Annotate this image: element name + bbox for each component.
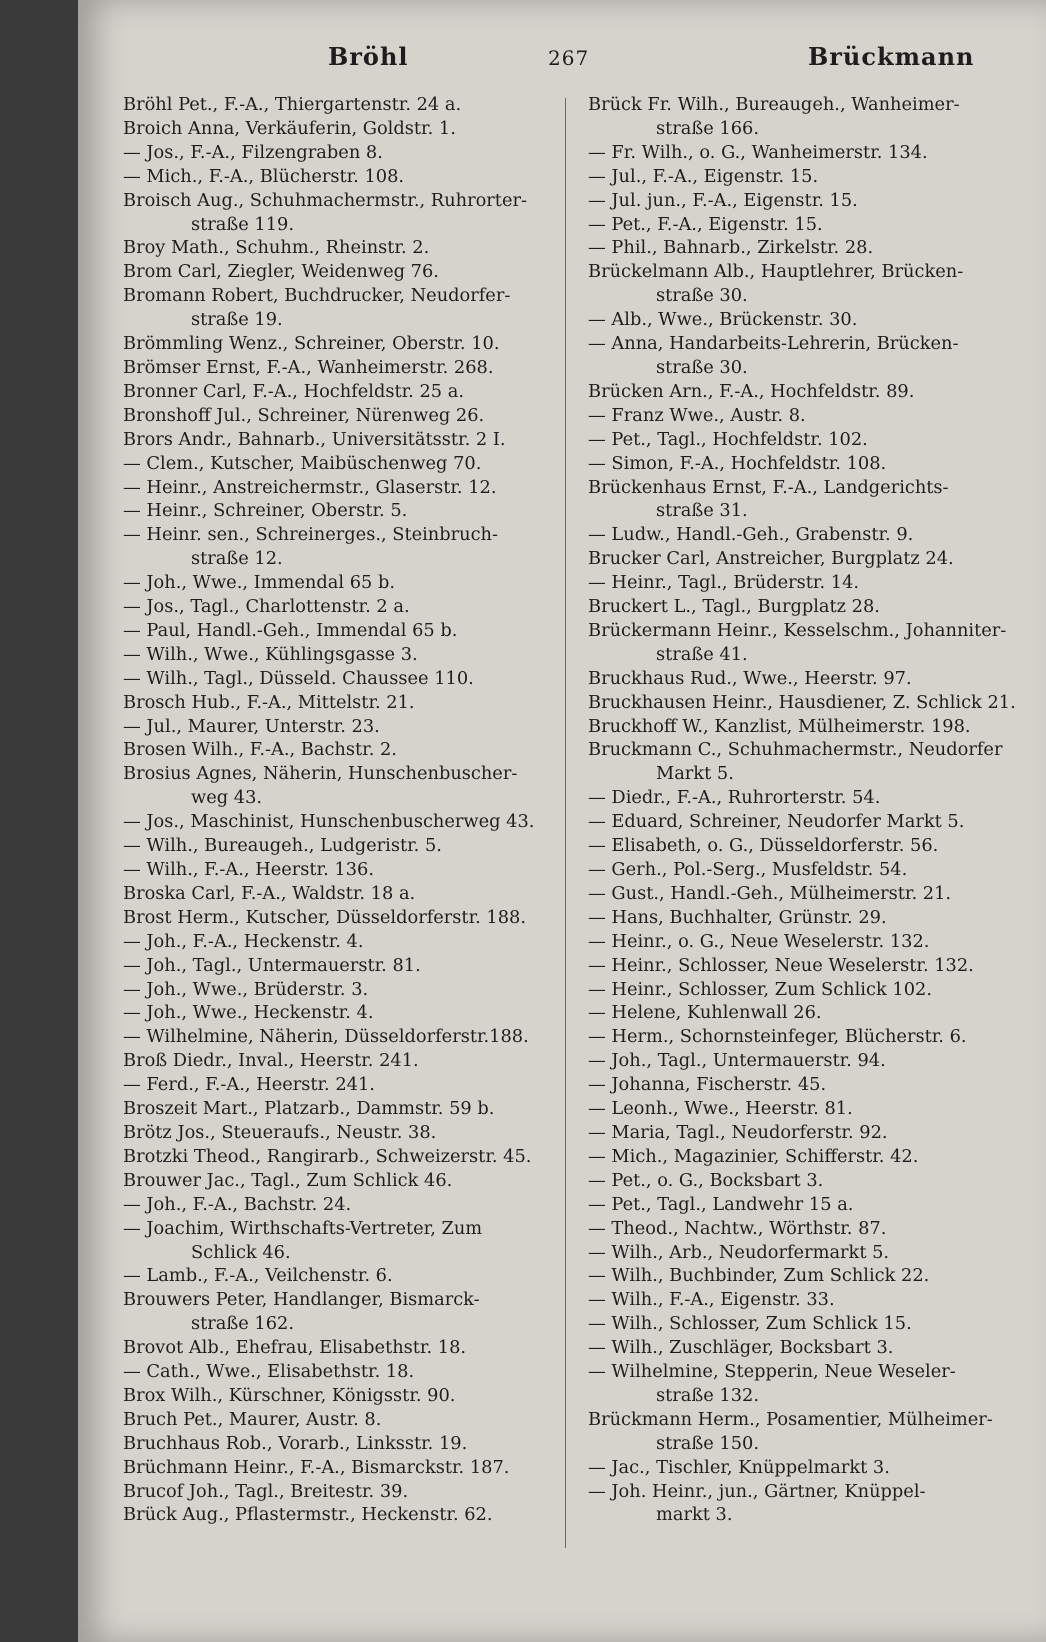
directory-entry-line: — Joh., Tagl., Untermauerstr. 94. [588,1050,886,1072]
directory-entry-line: Brömser Ernst, F.-A., Wanheimerstr. 268. [123,356,494,378]
directory-entry-line: Brüchmann Heinr., F.-A., Bismarckstr. 187. [123,1456,510,1478]
directory-entry-line: — Herm., Schornsteinfeger, Blücherstr. 6. [588,1026,967,1048]
directory-entry-line: Brost Herm., Kutscher, Düsseldorferstr. 188. [123,906,527,928]
directory-entry-line: — Heinr., o. G., Neue Weselerstr. 132. [588,930,930,952]
left-column [123,93,555,1527]
directory-entry-line: — Wilh., F.-A., Eigenstr. 33. [588,1289,835,1311]
directory-entry-line: Brors Andr., Bahnarb., Universitätsstr. 2 I. [123,428,506,450]
directory-entry-line: — Joh., Wwe., Immendal 65 b. [123,572,396,594]
directory-entry-line: Brouwers Peter, Handlanger, Bismarck- [123,1289,480,1311]
directory-entry-line: Brotzki Theod., Rangirarb., Schweizerstr. 45. [123,1145,532,1167]
directory-entry-line: Bruckhoff W., Kanzlist, Mülheimerstr. 198. [588,715,971,737]
directory-entry-line: — Joh., F.-A., Bachstr. 24. [123,1193,352,1215]
right-column [588,93,1020,1527]
directory-entry-line: — Wilh., Tagl., Düsseld. Chaussee 110. [123,667,474,689]
directory-entry-line: — Lamb., F.-A., Veilchenstr. 6. [123,1265,393,1287]
directory-entry-line: Bronshoff Jul., Schreiner, Nürenweg 26. [123,404,485,426]
page-number: 267 [548,46,590,70]
directory-entry-line: — Heinr., Anstreichermstr., Glaserstr. 12. [123,476,497,498]
directory-entry-line: — Gerh., Pol.-Serg., Musfeldstr. 54. [588,859,908,880]
directory-entry-line: straße 31. [656,500,748,522]
directory-entry-line: — Clem., Kutscher, Maibüschenweg 70. [123,452,482,474]
directory-entry-line: Broszeit Mart., Platzarb., Dammstr. 59 b. [123,1098,495,1120]
directory-entry-line: Bruckmann C., Schuhmachermstr., Neudorfer [588,739,1003,761]
directory-entry-line: Brück Fr. Wilh., Bureaugeh., Wanheimer- [588,94,960,115]
directory-entry-line: Brom Carl, Ziegler, Weidenweg 76. [123,261,439,283]
directory-entry-line: — Pet., F.-A., Eigenstr. 15. [588,213,823,235]
directory-entry-line: straße 41. [656,643,748,665]
directory-entry-line: straße 162. [191,1313,295,1335]
directory-entry-line: Brosen Wilh., F.-A., Bachstr. 2. [123,739,397,761]
directory-entry-line: Brosius Agnes, Näherin, Hunschenbuscher- [123,763,518,785]
directory-entry-line: Brückermann Heinr., Kesselschm., Johanniter- [588,619,1007,641]
directory-entry-line: — Johanna, Fischerstr. 45. [588,1074,827,1096]
directory-entry-line: — Diedr., F.-A., Ruhrorterstr. 54. [588,787,881,809]
directory-entry-line: — Helene, Kuhlenwall 26. [588,1002,822,1024]
directory-entry-line: Brucof Joh., Tagl., Breitestr. 39. [123,1480,409,1502]
directory-entry-line: — Joh., Wwe., Heckenstr. 4. [123,1002,374,1024]
directory-entry-line: — Wilh., Buchbinder, Zum Schlick 22. [588,1265,930,1287]
directory-entry-line: — Wilhelmine, Näherin, Düsseldorferstr.188. [123,1026,529,1048]
directory-entry-line: — Mich., F.-A., Blücherstr. 108. [123,165,405,187]
directory-entry-line: — Jos., F.-A., Filzengraben 8. [123,141,383,163]
directory-entry-line: Bruch Pet., Maurer, Austr. 8. [123,1408,382,1430]
directory-entry-line: straße 166. [656,117,760,139]
directory-entry-line: — Jos., Maschinist, Hunschenbuscherweg 43. [123,811,535,833]
directory-entry-line: — Simon, F.-A., Hochfeldstr. 108. [588,452,887,474]
directory-entry-line: — Franz Wwe., Austr. 8. [588,404,806,426]
directory-entry-line: Brömmling Wenz., Schreiner, Oberstr. 10. [123,333,500,355]
directory-entry-line: Bruckhausen Heinr., Hausdiener, Z. Schlick 21. [588,691,1016,713]
directory-entry-line: — Heinr. sen., Schreinerges., Steinbruch- [123,524,499,546]
directory-entry-line: Broska Carl, F.-A., Waldstr. 18 a. [123,882,416,904]
directory-entry-line: straße 12. [191,548,283,570]
directory-entry-line: straße 132. [656,1384,760,1406]
directory-entry-line: — Ludw., Handl.-Geh., Grabenstr. 9. [588,524,914,546]
directory-entry-line: Brosch Hub., F.-A., Mittelstr. 21. [123,691,415,713]
directory-entry-line: — Fr. Wilh., o. G., Wanheimerstr. 134. [588,141,928,163]
directory-entry-line: — Gust., Handl.-Geh., Mülheimerstr. 21. [588,882,952,904]
directory-entry-line: — Heinr., Tagl., Brüderstr. 14. [588,572,860,594]
directory-entry-line: — Alb., Wwe., Brückenstr. 30. [588,309,858,331]
directory-entry-line: — Ferd., F.-A., Heerstr. 241. [123,1074,375,1096]
directory-entry-line: — Wilh., Zuschläger, Bocksbart 3. [588,1337,894,1359]
directory-entry-line: straße 19. [191,309,283,331]
directory-entry-line: — Jul., F.-A., Eigenstr. 15. [588,165,819,187]
directory-entry-line: — Wilh., Bureaugeh., Ludgeristr. 5. [123,835,442,857]
directory-entry-line: — Leonh., Wwe., Heerstr. 81. [588,1098,853,1120]
header-right-keyword: Brückmann [808,42,975,71]
directory-entry-line: straße 30. [656,285,748,307]
directory-entry-line: Brucker Carl, Anstreicher, Burgplatz 24. [588,548,954,570]
directory-entry-line: — Cath., Wwe., Elisabethstr. 18. [123,1361,415,1383]
directory-entry-line: — Wilh., Arb., Neudorfermarkt 5. [588,1241,890,1263]
directory-entry-line: — Pet., Tagl., Hochfeldstr. 102. [588,428,868,450]
directory-entry-line: — Wilhelmine, Stepperin, Neue Weseler- [588,1361,956,1383]
directory-entry-line: — Pet., o. G., Bocksbart 3. [588,1169,824,1191]
directory-entry-line: Brox Wilh., Kürschner, Königsstr. 90. [123,1384,456,1406]
directory-entry-line: — Pet., Tagl., Landwehr 15 a. [588,1193,854,1215]
directory-entry-line: Broy Math., Schuhm., Rheinstr. 2. [123,237,430,259]
directory-entry-line: Brück Aug., Pflastermstr., Heckenstr. 62. [123,1504,493,1526]
directory-entry-line: Broich Anna, Verkäuferin, Goldstr. 1. [123,117,456,139]
directory-entry-line: straße 119. [191,213,295,235]
directory-entry-line: — Phil., Bahnarb., Zirkelstr. 28. [588,237,874,259]
directory-entry-line: Broisch Aug., Schuhmachermstr., Ruhrorter- [123,189,527,211]
directory-entry-line: — Theod., Nachtw., Wörthstr. 87. [588,1217,887,1239]
directory-entry-line: — Paul, Handl.-Geh., Immendal 65 b. [123,619,458,641]
directory-entry-line: — Joachim, Wirthschafts-Vertreter, Zum [123,1217,483,1239]
directory-entry-line: straße 150. [656,1432,760,1454]
directory-entry-line: — Anna, Handarbeits-Lehrerin, Brücken- [588,333,959,355]
directory-entry-line: — Joh., F.-A., Heckenstr. 4. [123,930,364,952]
directory-entry-line: markt 3. [656,1504,733,1526]
directory-entry-line: — Mich., Magazinier, Schifferstr. 42. [588,1145,919,1167]
page-header [78,42,1046,82]
directory-entry-line: Markt 5. [656,763,734,785]
directory-entry-line: Bröhl Pet., F.-A., Thiergartenstr. 24 a. [123,94,462,115]
column-divider [565,98,566,1548]
directory-entry-line: Brückenhaus Ernst, F.-A., Landgerichts- [588,476,949,498]
directory-entry-line: Brückelmann Alb., Hauptlehrer, Brücken- [588,261,964,283]
directory-entry-line: Brovot Alb., Ehefrau, Elisabethstr. 18. [123,1337,467,1359]
directory-entry-line: — Jos., Tagl., Charlottenstr. 2 a. [123,596,410,618]
directory-entry-line: — Joh., Tagl., Untermauerstr. 81. [123,954,421,976]
header-left-keyword: Bröhl [328,42,409,71]
directory-entry-line: — Heinr., Schlosser, Zum Schlick 102. [588,978,932,1000]
directory-entry-line: — Elisabeth, o. G., Düsseldorferstr. 56. [588,835,939,857]
directory-entry-line: Broß Diedr., Inval., Heerstr. 241. [123,1050,419,1072]
directory-entry-line: Schlick 46. [191,1241,291,1263]
directory-entry-line: Bruckhaus Rud., Wwe., Heerstr. 97. [588,667,912,689]
directory-entry-line: Bruchhaus Rob., Vorarb., Linksstr. 19. [123,1432,468,1454]
directory-entry-line: — Joh. Heinr., jun., Gärtner, Knüppel- [588,1480,926,1502]
directory-entry-line: — Heinr., Schlosser, Neue Weselerstr. 132. [588,954,974,976]
directory-entry-line: — Wilh., F.-A., Heerstr. 136. [123,859,374,880]
directory-entry-line: — Jul. jun., F.-A., Eigenstr. 15. [588,189,858,211]
directory-entry-line: — Wilh., Schlosser, Zum Schlick 15. [588,1313,912,1335]
directory-entry-line: Brouwer Jac., Tagl., Zum Schlick 46. [123,1169,453,1191]
directory-entry-line: — Heinr., Schreiner, Oberstr. 5. [123,500,408,522]
directory-entry-line: — Joh., Wwe., Brüderstr. 3. [123,978,369,1000]
directory-entry-line: Brücken Arn., F.-A., Hochfeldstr. 89. [588,380,915,402]
directory-entry-line: — Jac., Tischler, Knüppelmarkt 3. [588,1456,890,1478]
directory-entry-line: — Eduard, Schreiner, Neudorfer Markt 5. [588,811,965,833]
directory-entry-line: Bruckert L., Tagl., Burgplatz 28. [588,596,880,618]
directory-entry-line: straße 30. [656,356,748,378]
directory-entry-line: — Hans, Buchhalter, Grünstr. 29. [588,906,887,928]
directory-entry-line: Brötz Jos., Steueraufs., Neustr. 38. [123,1121,437,1143]
directory-entry-line: — Maria, Tagl., Neudorferstr. 92. [588,1121,888,1143]
directory-page [78,0,1046,1642]
directory-entry-line: Bromann Robert, Buchdrucker, Neudorfer- [123,285,511,307]
directory-entry-line: Brückmann Herm., Posamentier, Mülheimer- [588,1408,993,1430]
directory-entry-line: Bronner Carl, F.-A., Hochfeldstr. 25 a. [123,380,465,402]
directory-entry-line: weg 43. [191,787,263,809]
directory-entry-line: — Wilh., Wwe., Kühlingsgasse 3. [123,643,418,665]
directory-entry-line: — Jul., Maurer, Unterstr. 23. [123,715,380,737]
